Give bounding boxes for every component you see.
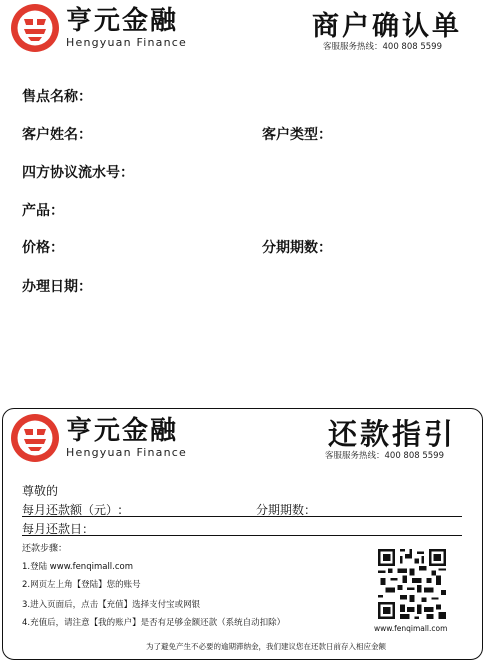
customer-name-label: 客户姓名： (22, 127, 92, 143)
page-title: 商户确认单 (312, 11, 462, 42)
store-name-label: 售点名称： (22, 89, 92, 105)
logo-english-name: Hengyuan Finance (66, 446, 187, 459)
logo-guide (10, 413, 187, 463)
repay-day-underline (22, 535, 462, 536)
handle-date-label: 办理日期： (22, 279, 92, 295)
step-item: 1.登陆 www.fenqimall.com (22, 562, 134, 572)
hengyuan-logo-icon (10, 3, 60, 53)
greeting: 尊敬的 (22, 484, 59, 498)
repay-day-label: 每月还款日： (22, 522, 95, 536)
hotline: 客服服务热线：400 808 5599 (323, 42, 442, 52)
steps-title: 还款步骤： (22, 544, 68, 554)
guide-installments-label: 分期期数： (256, 503, 317, 517)
step-item: 4.充值后，请注意【我的账户】是否有足够金额还款（系统自动扣除） (22, 618, 286, 628)
logo-top (10, 3, 187, 53)
hengyuan-logo-icon (10, 413, 60, 463)
installments-label: 分期期数： (262, 240, 332, 256)
logo-chinese-name: 亨元金融 (66, 6, 179, 36)
product-label: 产品： (22, 203, 64, 219)
footnote: 为了避免产生不必要的逾期滞纳金，我们建议您在还款日前存入相应金额 (146, 642, 386, 651)
price-label: 价格： (22, 240, 64, 256)
guide-title: 还款指引 (328, 417, 457, 451)
monthly-amount-label: 每月还款额（元）: (22, 503, 123, 517)
guide-hotline: 客服服务热线：400 808 5599 (325, 451, 444, 461)
logo-english-name: Hengyuan Finance (66, 36, 187, 49)
step-item: 2.网页左上角【登陆】您的账号 (22, 580, 141, 590)
serial-number-label: 四方协议流水号： (22, 165, 134, 181)
qr-url: www.fenqimall.com (374, 624, 448, 633)
customer-type-label: 客户类型： (262, 127, 332, 143)
logo-chinese-name: 亨元金融 (66, 416, 179, 446)
amount-underline (22, 516, 462, 517)
qr-code-icon (378, 549, 446, 619)
step-item: 3.进入页面后，点击【充值】选择支付宝或网银 (22, 600, 201, 610)
